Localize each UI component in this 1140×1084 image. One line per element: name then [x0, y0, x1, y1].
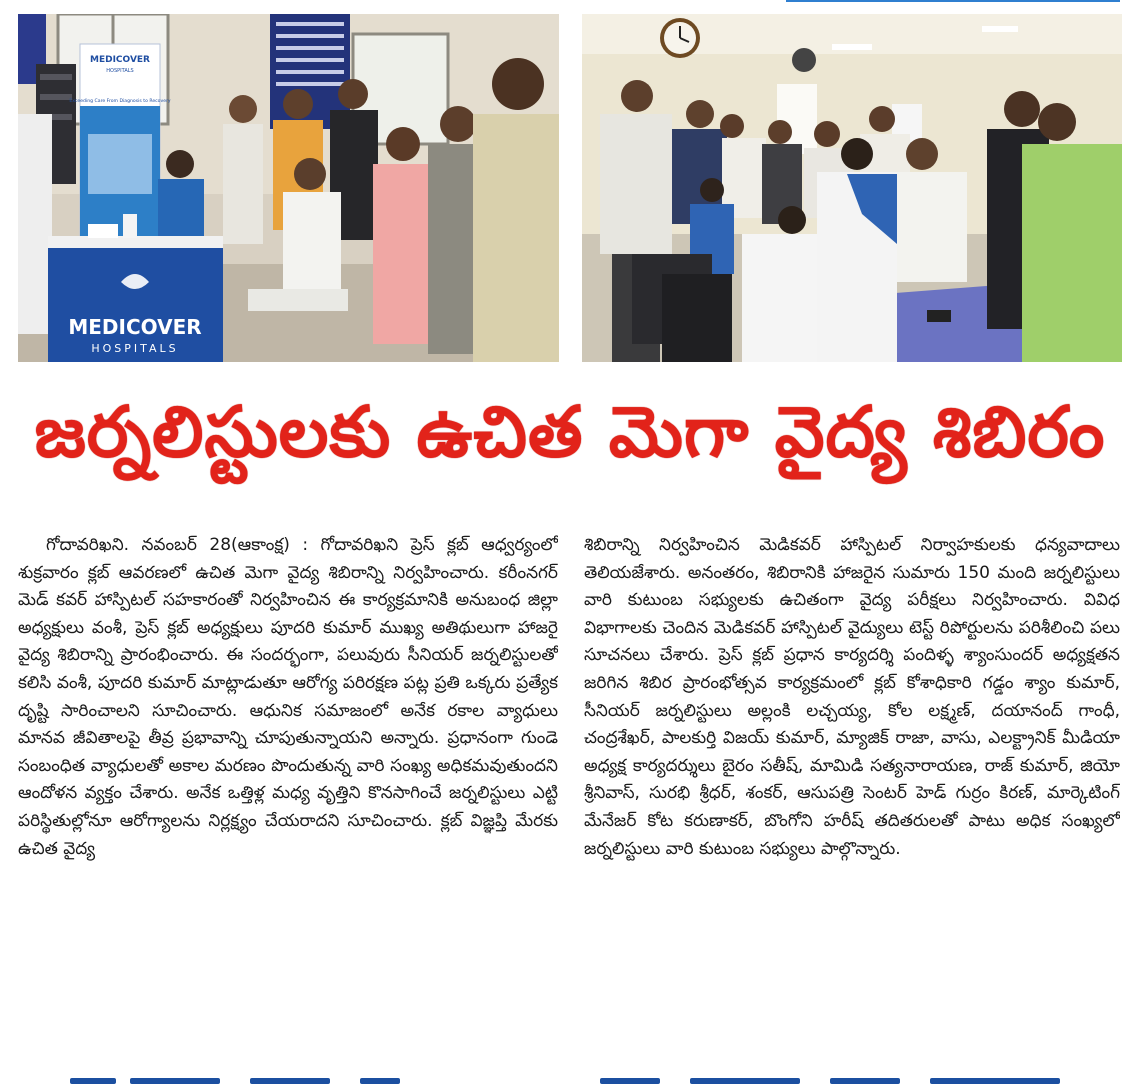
banner-sub-text: HOSPITALS [106, 68, 134, 74]
top-accent-rule [786, 0, 1120, 2]
desk-sub-text: HOSPITALS [91, 342, 179, 355]
headline: జర్నలిస్టులకు ఉచిత మెగా వైద్య శిబిరం [34, 391, 1106, 473]
photo-medical-camp-desk [18, 14, 559, 362]
article-column-left [18, 532, 558, 1064]
article-column-right [584, 532, 1120, 1064]
banner-brand-text: MEDICOVER [90, 55, 150, 65]
banner-tagline-text: Exceeding Care From Diagnosis to Recovery [69, 99, 171, 104]
article-paragraph-left: గోదావరిఖని. నవంబర్ 28(ఆకాంక్ష) : గోదావరిఖని ప్రెస్ క్లబ్ ఆధ్వర్యంలో శుక్రవారం క్లబ్ ఆవరణలో ఉచిత మెగా వైద్య శిబిరాన్ని నిర్వహించారు. కరీంనగర్ మెడ్ కవర్ హాస్పిటల్ సహకారంతో నిర్వహించిన ఈ కార్యక్రమానికి అనుబంధ జిల్లా అధ్యక్షులు వంశీ, ప్రెస్ క్లబ్ అధ్యక్షులు పూదరి కుమార్ ముఖ్య అతిథులుగా హాజరై వైద్య శిబిరాన్ని ప్రారంభించారు. ఈ సందర్భంగా, పలువురు సీనియర్ జర్నలిస్టులతో కలిసి వంశీ, పూదరి కుమార్ మాట్లాడుతూ ఆరోగ్య పరిరక్షణ పట్ల ప్రతి ఒక్కరు ప్రత్యేక దృష్టి సారించాలని సూచించారు. ఆధునిక సమాజంలో అనేక రకాల వ్యాధులు మానవ జీవితాలపై తీవ్ర ప్రభావాన్ని చూపుతున్నాయని అన్నారు. ప్రధానంగా గుండె సంబంధిత వ్యాధులతో అకాల మరణం పొందుతున్న వారి సంఖ్య అధికమవుతుందని ఆందోళన వ్యక్తం చేశారు. అనేక ఒత్తిళ్ల మధ్య వృత్తిని కొనసాగించే జర్నలిస్టులు ఎట్టి పరిస్థితుల్లోనూ ఆరోగ్యాలను నిర్లక్ష్యం చేయరాదని సూచించారు. క్లబ్ విజ్ఞప్తి మేరకు ఉచిత వైద్య [18, 535, 558, 859]
desk-brand-text: MEDICOVER [68, 315, 202, 339]
article-paragraph-right: శిబిరాన్ని నిర్వహించిన మెడికవర్ హాస్పిటల్ నిర్వాహకులకు ధన్యవాదాలు తెలియజేశారు. అనంతరం, శిబిరానికి హాజరైన సుమారు 150 మంది జర్నలిస్టులు వారి కుటుంబ సభ్యులకు ఉచితంగా వైద్య పరీక్షలు నిర్వహించారు. వివిధ విభాగాలకు చెందిన మెడికవర్ హాస్పిటల్ వైద్యులు టెస్ట్ రిపోర్టులను పరిశీలించి పలు సూచనలు చేశారు. ప్రెస్ క్లబ్ ప్రధాన కార్యదర్శి పందిళ్ళ శ్యాంసుందర్ అధ్యక్షతన జరిగిన శిబిర ప్రారంభోత్సవ కార్యక్రమంలో క్లబ్ కోశాధికారి గడ్డం శ్యాం కుమార్, సీనియర్ జర్నలిస్టులు అల్లంకి లచ్చయ్య, కోల లక్ష్మణ్, దయానంద్ గాంధీ, చంద్రశేఖర్, పాలకుర్తి విజయ్ కుమార్, మ్యాజిక్ రాజా, వాసు, ఎలక్ట్రానిక్ మీడియా అధ్యక్ష కార్యదర్శులు బైరం సతీష్, మామిడి సత్యనారాయణ, రాజ్ కుమార్, జియో శ్రీనివాస్, సురభి శ్రీధర్, శంకర్, ఆసుపత్రి సెంటర్ హెడ్ గుర్రం కిరణ్, మార్కెటింగ్ మేనేజర్ కోట కరుణాకర్, బొంగోని హరీష్ తదితరులతో పాటు అధిక సంఖ్యలో జర్నలిస్టులు వారి కుటుంబ సభ్యులు పాల్గొన్నారు. [584, 535, 1120, 859]
next-article-edge [0, 1076, 1140, 1084]
photo-medical-camp-hall [582, 14, 1122, 362]
